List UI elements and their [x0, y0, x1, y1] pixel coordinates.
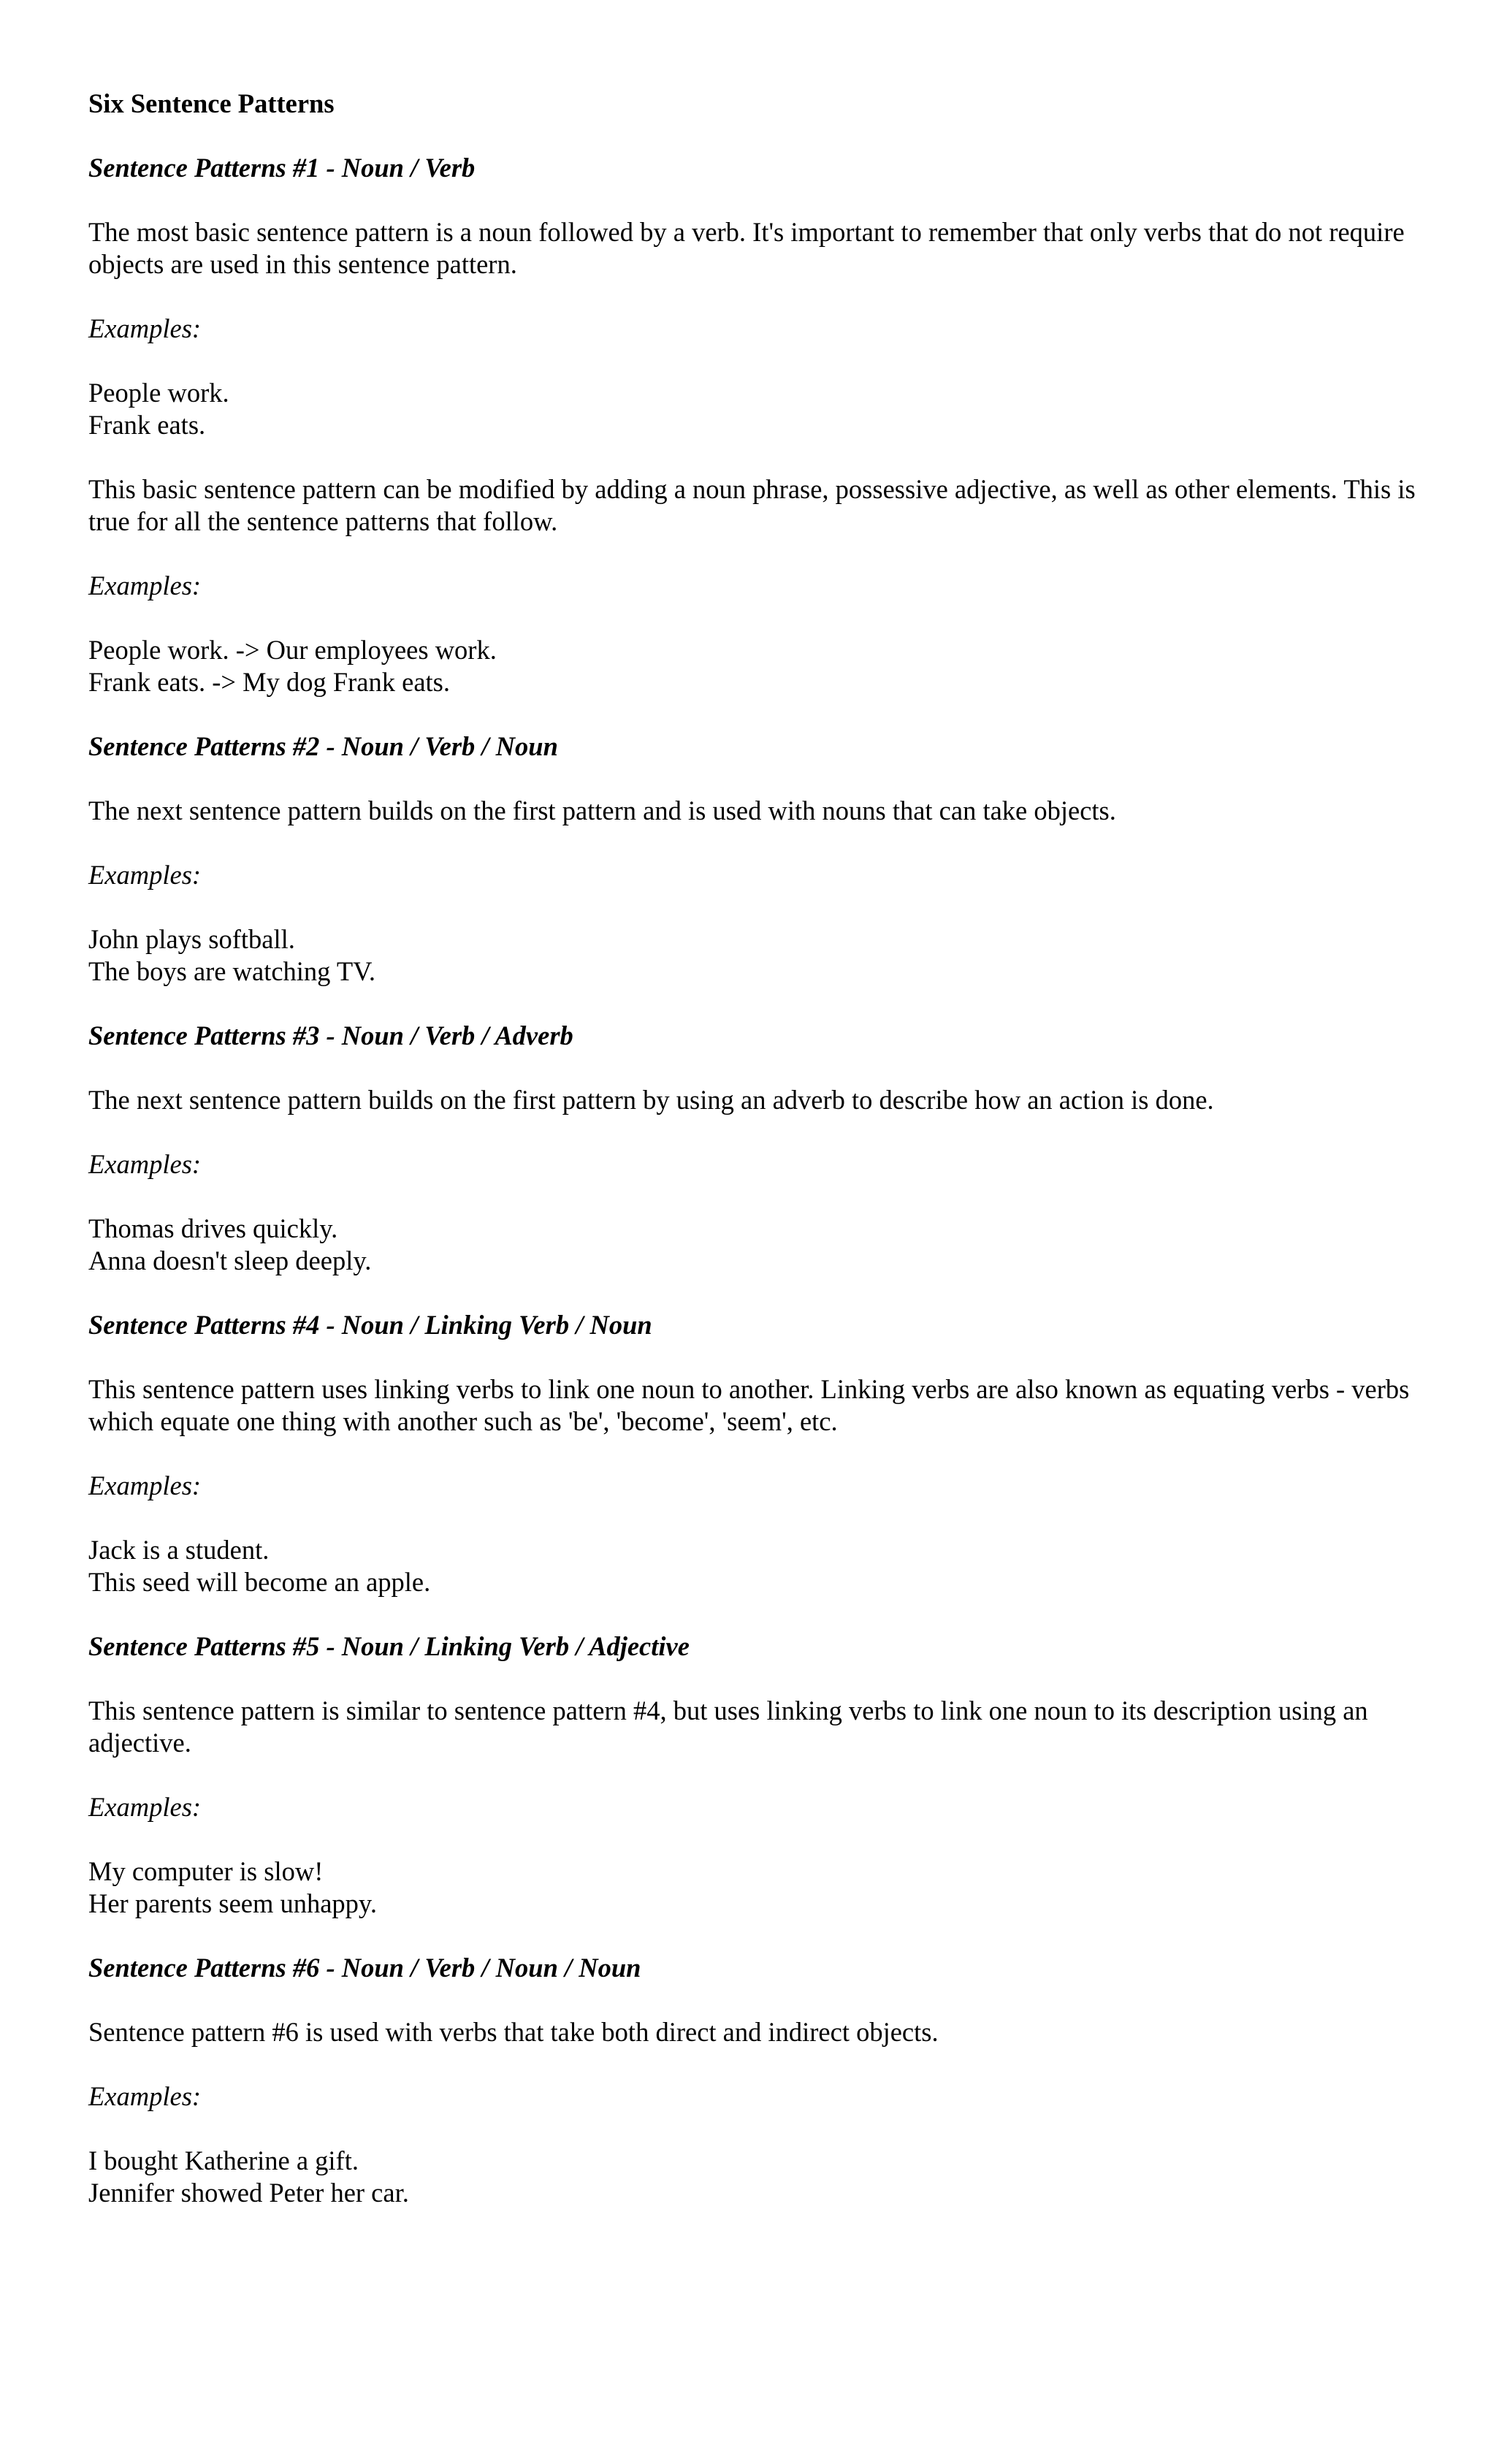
- examples-label: Examples:: [88, 2081, 202, 2111]
- section-heading: Sentence Patterns #3 - Noun / Verb / Adverb: [88, 1021, 573, 1050]
- example-list: [88, 2145, 1418, 2209]
- section-heading: Sentence Patterns #4 - Noun / Linking Verb / Noun: [88, 1310, 652, 1340]
- paragraph: Sentence pattern #6 is used with verbs that take both direct and indirect objects.: [88, 2017, 939, 2047]
- paragraph: The next sentence pattern builds on the first pattern by using an adverb to describe how an action is done.: [88, 1085, 1214, 1115]
- examples-label: Examples:: [88, 571, 202, 600]
- example-sentence: John plays softball.: [88, 924, 295, 954]
- section-5: [88, 1630, 1418, 1920]
- examples-label: Examples:: [88, 860, 202, 890]
- example-sentence: People work. -> Our employees work.: [88, 635, 497, 665]
- example-list: [88, 1534, 1418, 1598]
- examples-label: Examples:: [88, 1792, 202, 1822]
- section-heading: Sentence Patterns #2 - Noun / Verb / Noun: [88, 731, 558, 761]
- section-3: [88, 1020, 1418, 1277]
- example-list: [88, 1213, 1418, 1277]
- example-list: [88, 634, 1418, 698]
- example-sentence: Frank eats. -> My dog Frank eats.: [88, 667, 450, 697]
- example-list: [88, 377, 1418, 441]
- example-sentence: My computer is slow!: [88, 1856, 324, 1886]
- section-1: [88, 152, 1418, 698]
- example-sentence: Thomas drives quickly.: [88, 1213, 338, 1243]
- paragraph: The most basic sentence pattern is a noun followed by a verb. It's important to remember that only verbs that do not require objects are used in this sentence pattern.: [88, 217, 1405, 279]
- section-6: [88, 1952, 1418, 2209]
- examples-label: Examples:: [88, 1471, 202, 1500]
- section-2: [88, 731, 1418, 988]
- example-sentence: This seed will become an apple.: [88, 1567, 431, 1597]
- example-list: [88, 923, 1418, 988]
- example-sentence: Jennifer showed Peter her car.: [88, 2178, 409, 2208]
- example-sentence: People work.: [88, 378, 229, 408]
- section-heading: Sentence Patterns #5 - Noun / Linking Verb / Adjective: [88, 1631, 690, 1661]
- paragraph: This basic sentence pattern can be modified by adding a noun phrase, possessive adjective, as well as other elements. This is true for all the sentence patterns that follow.: [88, 474, 1416, 536]
- section-heading: Sentence Patterns #6 - Noun / Verb / Noun / Noun: [88, 1953, 641, 1983]
- examples-label: Examples:: [88, 313, 202, 343]
- example-sentence: I bought Katherine a gift.: [88, 2145, 359, 2175]
- document-page: [88, 88, 1418, 2241]
- example-sentence: Her parents seem unhappy.: [88, 1888, 377, 1918]
- document-title: Six Sentence Patterns: [88, 88, 335, 118]
- examples-label: Examples:: [88, 1149, 202, 1179]
- section-4: [88, 1309, 1418, 1598]
- paragraph: This sentence pattern is similar to sentence pattern #4, but uses linking verbs to link one noun to its description using an adjective.: [88, 1696, 1368, 1758]
- section-heading: Sentence Patterns #1 - Noun / Verb: [88, 153, 476, 183]
- example-sentence: Anna doesn't sleep deeply.: [88, 1246, 372, 1275]
- paragraph: This sentence pattern uses linking verbs to link one noun to another. Linking verbs are also known as equating verbs - verbs which equate one thing with another such as 'be', 'become', 'seem', etc.: [88, 1374, 1410, 1436]
- example-list: [88, 1855, 1418, 1920]
- example-sentence: Frank eats.: [88, 410, 206, 440]
- paragraph: The next sentence pattern builds on the first pattern and is used with nouns that can take objects.: [88, 796, 1116, 825]
- example-sentence: Jack is a student.: [88, 1535, 270, 1565]
- example-sentence: The boys are watching TV.: [88, 956, 375, 986]
- sections-container: [88, 152, 1418, 2209]
